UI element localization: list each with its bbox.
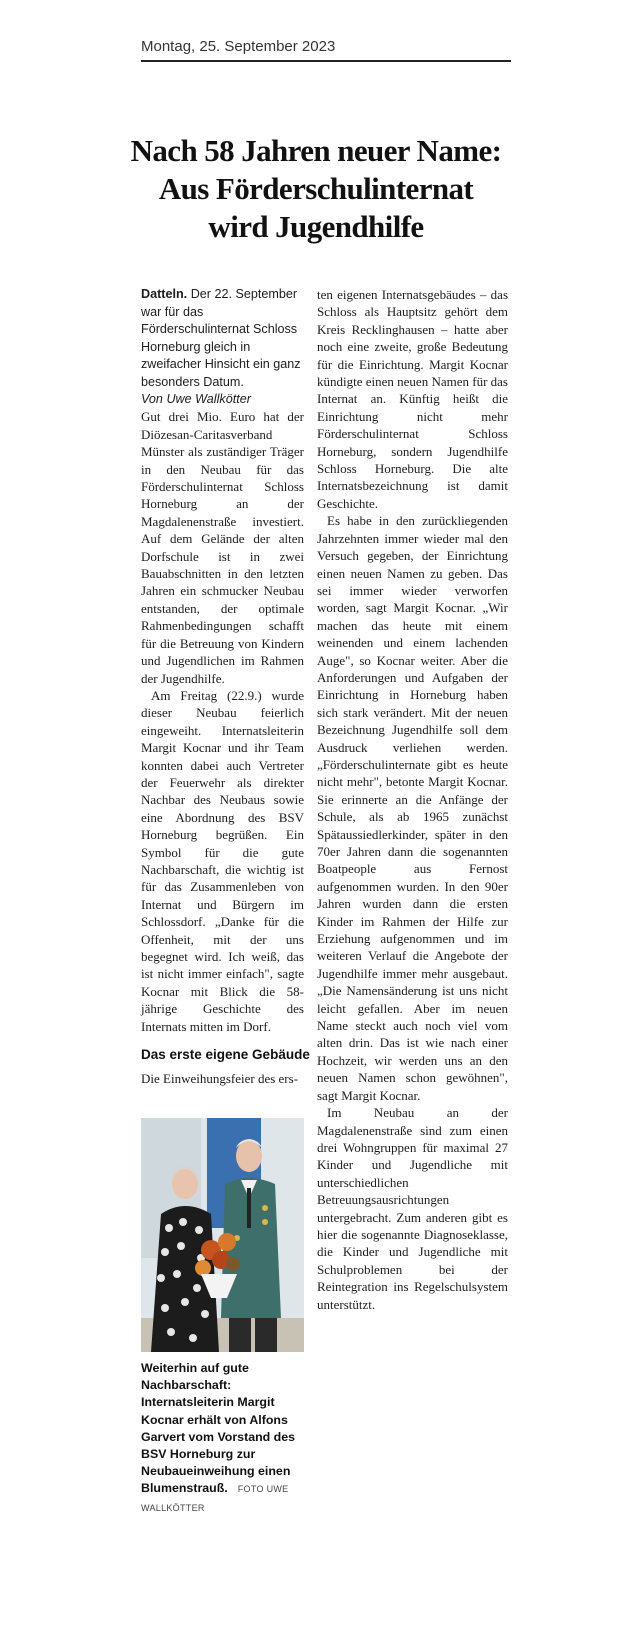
lead-paragraph	[141, 286, 304, 391]
headline	[130, 132, 502, 246]
article-column-right	[317, 286, 508, 1313]
body-paragraph: ten eigenen Internatsgebäudes – das Schloss als Hauptsitz gehört dem Kreis Recklinghausen – hatte aber noch eine zweite, große Bedeutung für die Einrichtung. Margit Kocnar kündigte einen neuen Namen für das Internat an. Künftig heißt die Einrichtung nicht mehr Förderschulinternat Schloss Horneburg, sondern Jugendhilfe Schloss Horneburg. Die alte Internatsbezeichnung ist damit Geschichte.	[317, 287, 508, 511]
headline-line-2: Aus Förderschulinternat	[158, 171, 474, 206]
header-rule	[141, 60, 511, 62]
woman-face	[172, 1169, 198, 1199]
headline-line-3: wird Jugendhilfe	[208, 209, 424, 244]
headline-line-1: Nach 58 Jahren neuer Name:	[130, 133, 502, 168]
body-paragraph: Gut drei Mio. Euro hat der Diözesan-Caritasverband Münster als zuständiger Träger in den Neubau für das Förderschulinternat Schloss Horneburg an der Magdalenenstraße investiert. Auf dem Gelände der alten Dorfschule ist in zwei Bauabschnitten in den letzten Jahren ein schmucker Neubau entstanden, der optimale Rahmenbedingungen schafft für die Betreuung von Kindern und Jugendlichen im Rahmen der Jugendhilfe.	[141, 409, 304, 686]
photo-illustration	[141, 1118, 304, 1352]
caption-text: Weiterhin auf gute Nachbarschaft: Internatsleiterin Margit Kocnar erhält von Alfons Garvert vom Vorstand des BSV Horneburg zur Neubaueinweihung einen Blumenstrauß.	[141, 1361, 296, 1496]
man-face	[236, 1140, 262, 1172]
subheading: Das erste eigene Gebäude	[141, 1047, 310, 1062]
article-column-left	[141, 286, 304, 1035]
dateline: Montag, 25. September 2023	[141, 38, 336, 55]
body-paragraph: Am Freitag (22.9.) wurde dieser Neubau feierlich eingeweiht. Internatsleiterin Margit Kocnar und ihr Team konnten dabei auch Vertreter der Feuerwehr als direkter Nachbar des Neubaus sowie eine Abordnung des BSV Horneburg begrüßen. Ein Symbol für die gute Nachbarschaft, die wichtig ist für das Zusammenleben von Internat und Bürgern im Schlossdorf. „Danke für die Offenheit, mit der uns begegnet wird. Ich weiß, das ist nicht immer einfach", sagte Kocnar mit Blick die 58-jährige Geschichte des Internats mitten im Dorf.	[141, 687, 304, 1034]
lead-text: Der 22. September war für das Förderschulinternat Schloss Horneburg gleich in zweifacher Hinsicht ein ganz besonders Datum.	[141, 287, 301, 389]
author-byline: Von Uwe Wallkötter	[141, 392, 251, 406]
photo-credit: FOTO UWE WALLKÖTTER	[141, 1484, 289, 1513]
lead-place: Datteln.	[141, 287, 188, 301]
photo-caption	[141, 1360, 304, 1517]
article-photo	[141, 1118, 304, 1352]
body-paragraph: Es habe in den zurückliegenden Jahrzehnten immer wieder mal den Versuch gegeben, der Einrichtung einen neuen Namen zu geben. Das sei immer wieder verworfen worden, sagt Margit Kocnar. „Wir machen das heute mit einem weinenden und einem lachenden Auge", so Kocnar weiter. Aber die Anforderungen und Aufgaben der Einrichtung in Horneburg haben sich stark verändert. Mit der neuen Bezeichnung Jugendhilfe soll dem Ausdruck verliehen werden. „Förderschulinternate gibt es heute nicht mehr", betonte Margit Kocnar. Sie erinnerte an die Anfänge der Schule, als ab 1965 zunächst Spätaussiedlerkinder, später in den 70er Jahren dann die sogenannten Boatpeople aus Fernost aufgenommen wurden. In den 90er Jahren wurden dann die ersten Kinder im Rahmen der Hilfe zur Erziehung aufgenommen und im weiteren Verlauf die Angebote der Jugendhilfe immer mehr ausgebaut. „Die Namensänderung ist uns nicht leicht gefallen. Aber im neuen Name steckt auch noch viel vom alten drin. Das ist wie nach einer Hochzeit, wir werden uns an den neuen Namen schon gewöhnen", sagt Margit Kocnar.	[317, 513, 508, 1103]
body-paragraph: Im Neubau an der Magdalenenstraße sind zum einen drei Wohngruppen für maximal 27 Kinder und Jugendliche mit unterschiedlichen Betreuungsausrichtungen untergebracht. Zum anderen gibt es hier die sogenannte Diagnoseklasse, die Kinder und Jugendliche mit Schulproblemen bei der Reintegration ins Regelschulsystem unterstützt.	[317, 1105, 508, 1312]
body-continuation: Die Einweihungsfeier des ers-	[141, 1071, 299, 1086]
